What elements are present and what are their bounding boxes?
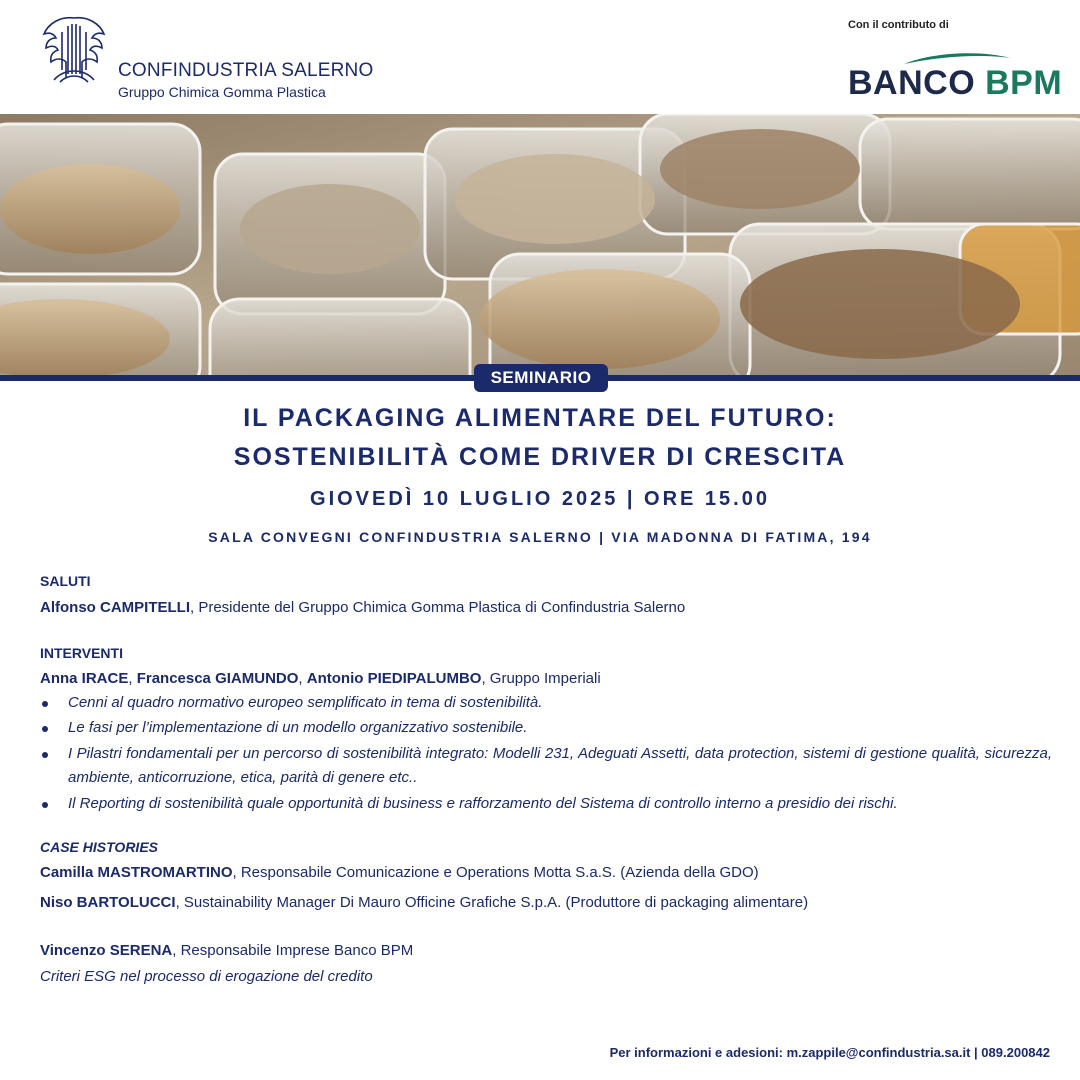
list-item-text: Cenni al quadro normativo europeo semplificato in tema di sostenibilità. [68, 694, 543, 711]
speaker-name: Vincenzo SERENA [40, 942, 173, 959]
speaker-separator: , [128, 670, 137, 687]
list-item [42, 742, 1052, 790]
speaker-role: , Sustainability Manager Di Mauro Officine Grafiche S.p.A. (Produttore di packaging alimentare) [175, 894, 809, 911]
speaker-name: Alfonso CAMPITELLI [40, 599, 190, 616]
section-heading-interventi: INTERVENTI [40, 645, 123, 661]
list-item-text: I Pilastri fondamentali per un percorso di sostenibilità integrato: Modelli 231, Adeguati Assetti, data protection, sistemi di gestione qualità, sicurezza, ambiente, anticorruzione, etica, parità di genere etc.. [68, 745, 1052, 786]
bank-name-part2: BPM [985, 64, 1063, 102]
section-heading-case-histories: CASE HISTORIES [40, 839, 158, 855]
speaker-name: Antonio PIEDIPALUMBO [306, 670, 482, 687]
bank-logo-text [848, 64, 1062, 103]
seminar-badge: SEMINARIO [474, 364, 608, 392]
list-item [42, 691, 1052, 715]
speaker-name: Niso BARTOLUCCI [40, 894, 176, 911]
case-history-speaker-line [40, 864, 759, 881]
contact-info: Per informazioni e adesioni: m.zappile@confindustria.sa.it | 089.200842 [609, 1045, 1050, 1060]
speaker-separator: , [298, 670, 307, 687]
speaker-role: , Responsabile Imprese Banco BPM [172, 942, 414, 959]
speaker-name: Anna IRACE [40, 670, 129, 687]
speaker-separator: , [190, 599, 195, 616]
event-venue: SALA CONVEGNI CONFINDUSTRIA SALERNO | VIA MADONNA DI FATIMA, 194 [208, 529, 872, 545]
hero-photo-food-containers [0, 114, 1080, 376]
bullet-icon [42, 802, 48, 808]
speaker-role: Presidente del Gruppo Chimica Gomma Plastica di Confindustria Salerno [194, 599, 686, 616]
bank-name-part1: BANCO [848, 64, 976, 102]
bullet-icon [42, 752, 48, 758]
closing-speaker-line [40, 942, 413, 959]
speaker-affiliation: , Gruppo Imperiali [481, 670, 601, 687]
case-history-speaker-line [40, 894, 808, 911]
section-heading-saluti: SALUTI [40, 573, 91, 589]
sponsor-label: Con il contributo di [848, 19, 949, 31]
event-date-time: GIOVEDÌ 10 LUGLIO 2025 | ORE 15.00 [310, 488, 770, 510]
saluti-speaker-line [40, 599, 685, 616]
interventi-speakers-line [40, 670, 601, 687]
event-title-line1: IL PACKAGING ALIMENTARE DEL FUTURO: [243, 404, 837, 432]
speaker-role: , Responsabile Comunicazione e Operations Motta S.a.S. (Azienda della GDO) [232, 864, 759, 881]
event-title-line2: SOSTENIBILITÀ COME DRIVER DI CRESCITA [233, 443, 847, 471]
bullet-icon [42, 726, 48, 732]
org-name: CONFINDUSTRIA SALERNO [118, 60, 374, 81]
list-item-text: Le fasi per l’implementazione di un modello organizzativo sostenibile. [68, 719, 528, 736]
list-item-text: Il Reporting di sostenibilità quale opportunità di business e rafforzamento del Sistema di controllo interno a presidio dei rischi. [68, 795, 898, 812]
speaker-name: Francesca GIAMUNDO [136, 670, 299, 687]
closing-topic: Criteri ESG nel processo di erogazione del credito [40, 968, 373, 985]
speaker-name: Camilla MASTROMARTINO [40, 864, 233, 881]
confindustria-eagle-logo-icon [40, 12, 108, 84]
list-item [42, 716, 1052, 740]
list-item [42, 792, 1052, 816]
bullet-icon [42, 701, 48, 707]
org-group-name: Gruppo Chimica Gomma Plastica [118, 84, 326, 100]
